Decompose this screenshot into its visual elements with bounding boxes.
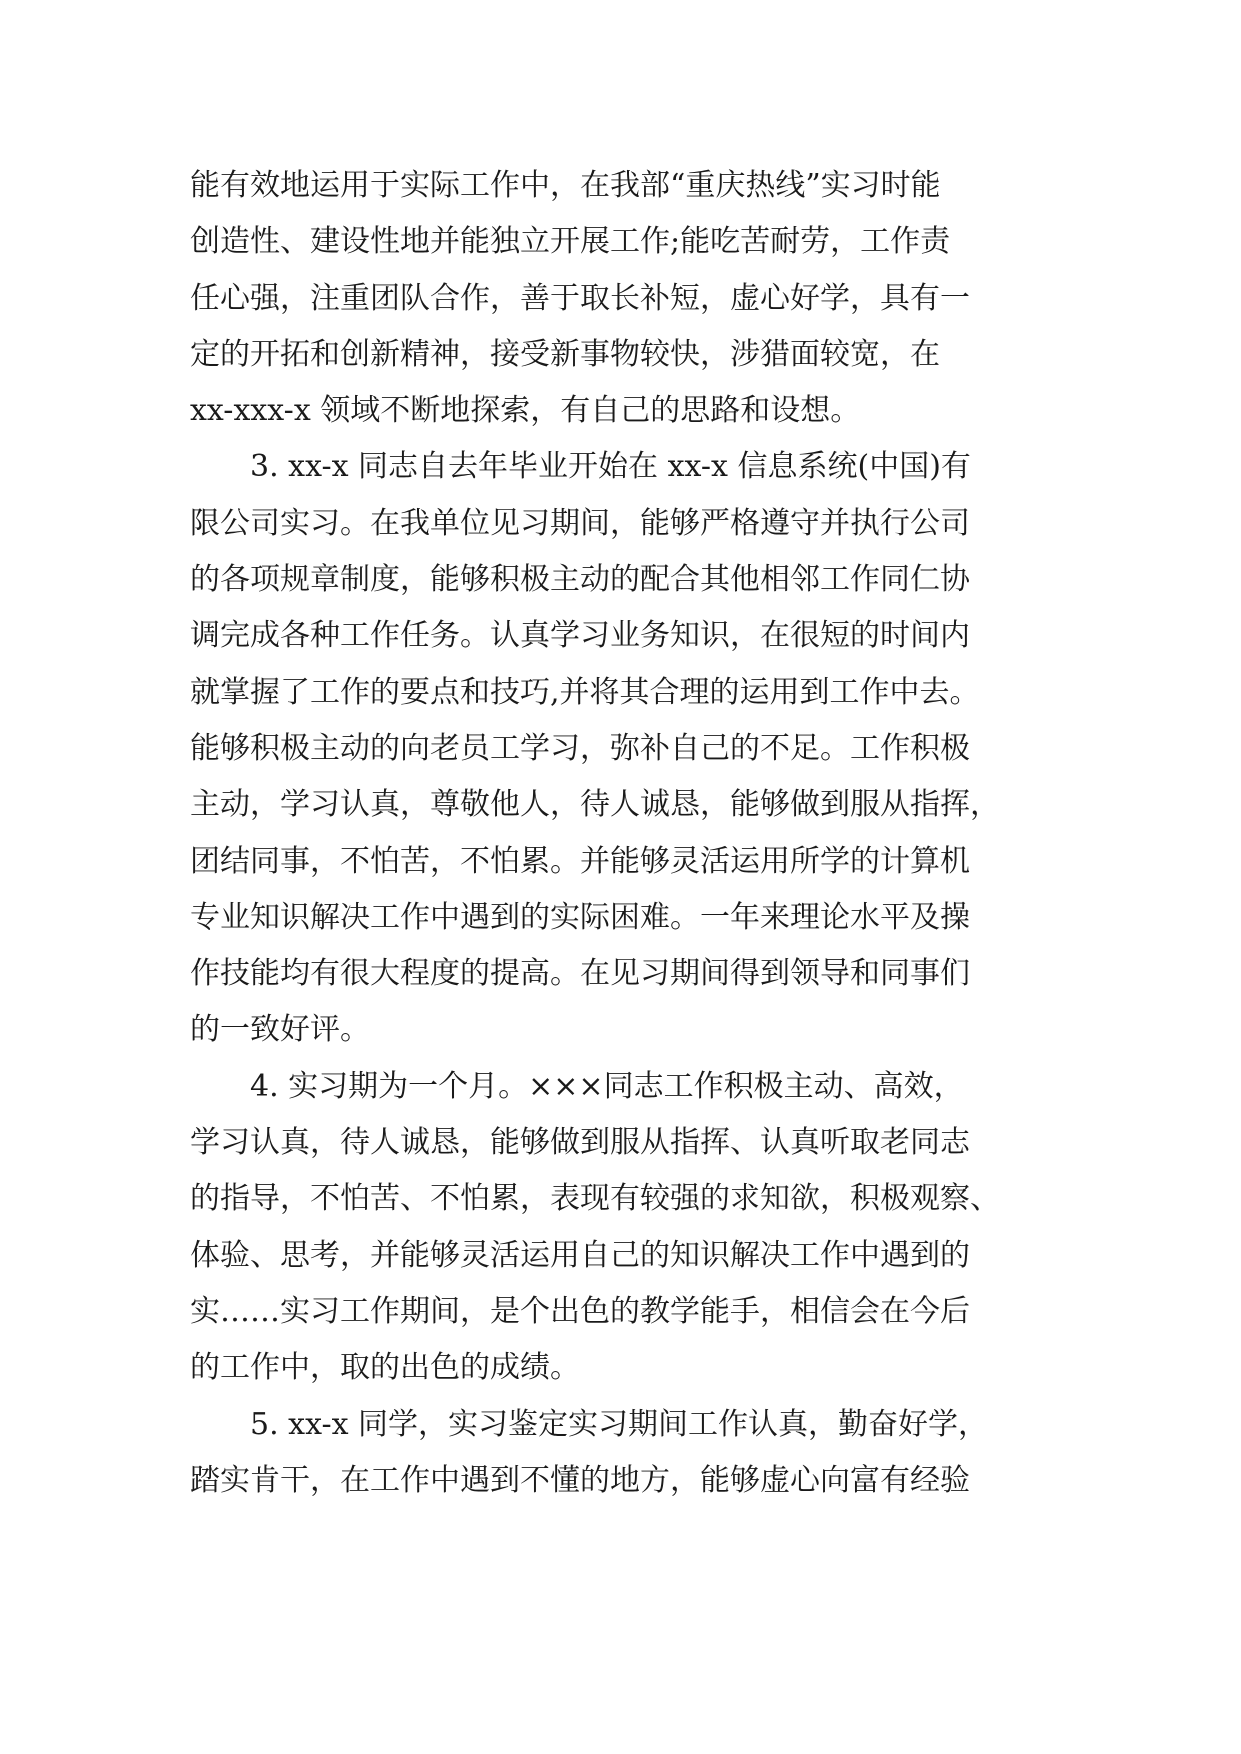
text-line: 的指导，不怕苦、不怕累，表现有较强的求知欲，积极观察、 xyxy=(190,1181,1000,1217)
text-line: 就掌握了工作的要点和技巧,并将其合理的运用到工作中去。 xyxy=(190,674,980,710)
text-line: 创造性、建设性地并能独立开展工作;能吃苦耐劳，工作责 xyxy=(190,224,951,260)
paragraph-3-start: 3. xx-x 同志自去年毕业开始在 xx-x 信息系统(中国)有 xyxy=(250,449,971,485)
text-line: 专业知识解决工作中遇到的实际困难。一年来理论水平及操 xyxy=(190,899,970,935)
text-line: 实……实习工作期间，是个出色的教学能手，相信会在今后 xyxy=(190,1293,970,1329)
text-line: 踏实肯干，在工作中遇到不懂的地方，能够虚心向富有经验 xyxy=(190,1462,970,1498)
text-line: 的一致好评。 xyxy=(190,1012,370,1048)
text-line: 团结同事，不怕苦，不怕累。并能够灵活运用所学的计算机 xyxy=(190,843,970,879)
text-line: 任心强，注重团队合作，善于取长补短，虚心好学，具有一 xyxy=(190,280,970,316)
text-line: 能有效地运用于实际工作中，在我部“重庆热线”实习时能 xyxy=(190,168,941,203)
text-line: 定的开拓和创新精神，接受新事物较快，涉猎面较宽，在 xyxy=(190,336,940,372)
text-line: 的工作中，取的出色的成绩。 xyxy=(190,1350,580,1386)
text-line: xx-xxx-x 领域不断地探索，有自己的思路和设想。 xyxy=(190,393,861,429)
text-line: 学习认真，待人诚恳，能够做到服从指挥、认真听取老同志 xyxy=(190,1125,970,1161)
text-line: 调完成各种工作任务。认真学习业务知识，在很短的时间内 xyxy=(190,618,970,654)
text-line: 能够积极主动的向老员工学习，弥补自己的不足。工作积极 xyxy=(190,730,970,766)
text-line: 体验、思考，并能够灵活运用自己的知识解决工作中遇到的 xyxy=(190,1237,970,1273)
text-line: 主动，学习认真，尊敬他人，待人诚恳，能够做到服从指挥， xyxy=(190,787,1000,823)
text-line: 限公司实习。在我单位见习期间，能够严格遵守并执行公司 xyxy=(190,505,970,541)
document-body xyxy=(190,158,1070,1509)
paragraph-4-start: 4. 实习期为一个月。×××同志工作积极主动、高效， xyxy=(250,1068,964,1104)
text-line: 作技能均有很大程度的提高。在见习期间得到领导和同事们 xyxy=(190,956,970,992)
paragraph-5-start: 5. xx-x 同学，实习鉴定实习期间工作认真，勤奋好学， xyxy=(250,1406,989,1442)
text-line: 的各项规章制度，能够积极主动的配合其他相邻工作同仁协 xyxy=(190,562,970,598)
